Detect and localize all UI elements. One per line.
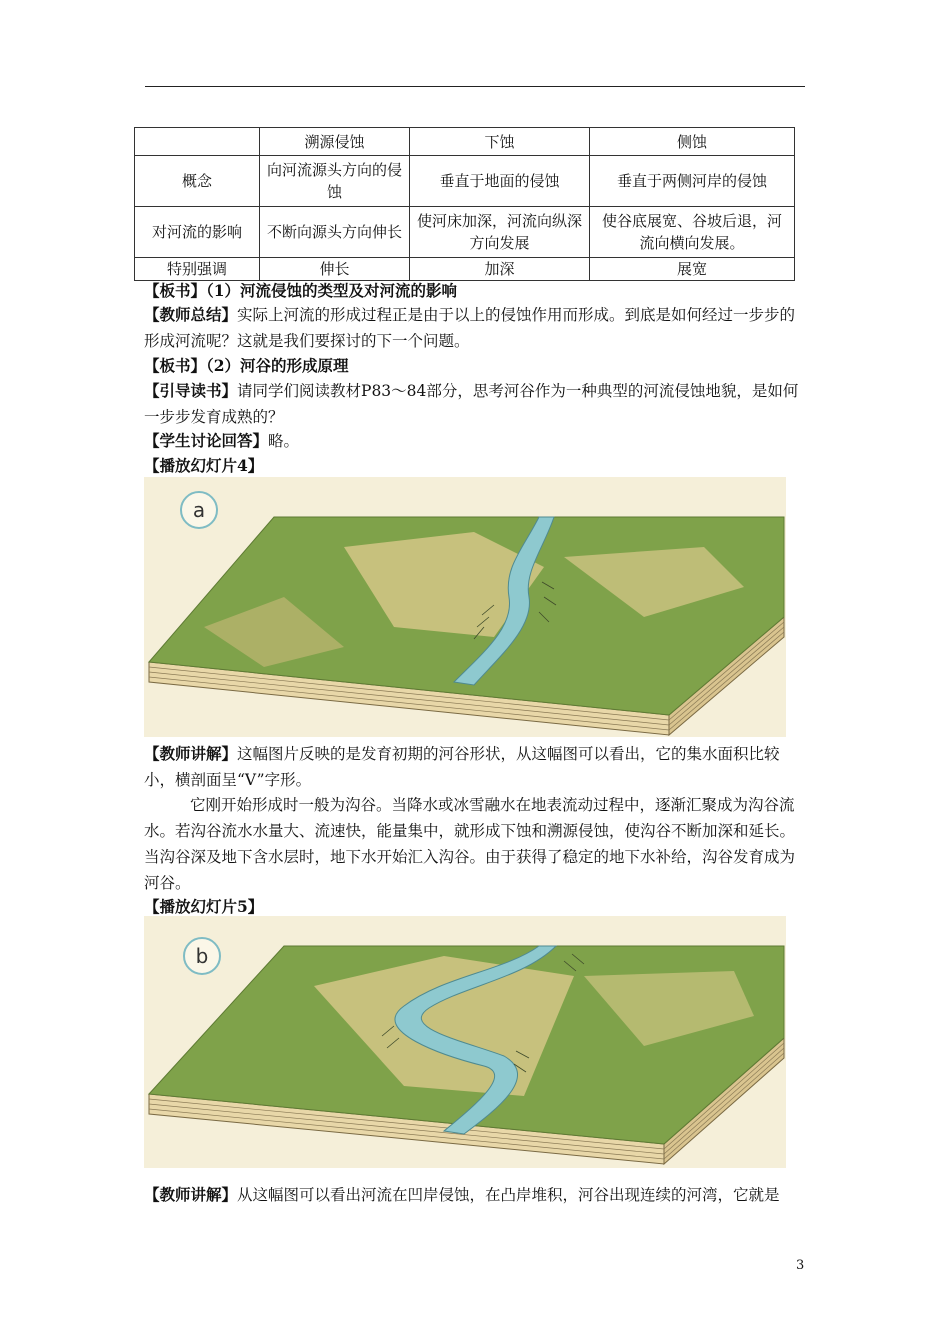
summary-tag: 【教师总结】: [144, 305, 238, 324]
table-cell: 概念: [135, 156, 260, 207]
discussion-tag: 【学生讨论回答】: [144, 431, 269, 450]
section-text: （1）河流侵蚀的类型及对河流的影响: [206, 281, 458, 300]
table-header-row: [135, 128, 795, 156]
erosion-comparison-table: [134, 127, 795, 281]
table-cell: 侧蚀: [590, 128, 795, 156]
section-heading-1: [144, 278, 808, 304]
table-cell: 加深: [410, 258, 590, 281]
teacher-summary: [144, 302, 808, 354]
section-text: （2）河谷的形成原理: [206, 356, 349, 375]
table-cell: 使河床加深，河流向纵深方向发展: [410, 207, 590, 258]
table-cell: 垂直于地面的侵蚀: [410, 156, 590, 207]
table-cell: 展宽: [590, 258, 795, 281]
discussion-text: 略。: [268, 432, 300, 450]
table-cell: 不断向源头方向伸长: [260, 207, 410, 258]
student-discussion: [144, 428, 808, 454]
lecture-text: 从这幅图可以看出河流在凹岸侵蚀，在凸岸堆积，河谷出现连续的河湾，它就是: [237, 1186, 780, 1204]
table-cell: 使谷底展宽、谷坡后退，河流向横向发展。: [590, 207, 795, 258]
lecture-tag: 【教师讲解】: [144, 744, 238, 763]
table-cell: 溯源侵蚀: [260, 128, 410, 156]
reading-guide: [144, 378, 808, 430]
guide-text: 请同学们阅读教材P83～84部分，思考河谷作为一种典型的河流侵蚀地貌，是如何一步步发育成熟的？: [144, 382, 799, 426]
table-row: [135, 207, 795, 258]
figure-b-label: b: [195, 944, 209, 968]
valley-figure-b: [144, 916, 786, 1168]
section-tag: 【板书】: [144, 356, 207, 375]
teacher-lecture-1: [144, 741, 808, 793]
section-tag: 【板书】: [144, 281, 207, 300]
table-cell: 垂直于两侧河岸的侵蚀: [590, 156, 795, 207]
teacher-lecture-2: [144, 1182, 808, 1208]
lecture-1-paragraph-2: 它刚开始形成时一般为沟谷。当降水或冰雪融水在地表流动过程中，逐渐汇聚成为沟谷流水。若沟谷流水水量大、流速快，能量集中，就形成下蚀和溯源侵蚀，使沟谷不断加深和延长。当沟谷深及地下含水层时，地下水开始汇入沟谷。由于获得了稳定的地下水补给，沟谷发育成为河谷。: [144, 796, 796, 892]
slide-4-heading: 【播放幻灯片4】: [144, 456, 264, 475]
slide-5-heading: 【播放幻灯片5】: [144, 897, 264, 916]
lecture-text: 这幅图片反映的是发育初期的河谷形状，从这幅图可以看出，它的集水面积比较小，横剖面呈“V”字形。: [144, 745, 780, 789]
table-cell: 伸长: [260, 258, 410, 281]
valley-b-illustration: [144, 916, 786, 1168]
section-heading-2: [144, 353, 808, 379]
figure-a-label: a: [192, 498, 206, 522]
summary-text: 实际上河流的形成过程正是由于以上的侵蚀作用而形成。到底是如何经过一步步的形成河流呢？这就是我们要探讨的下一个问题。: [144, 306, 796, 350]
table-cell: 向河流源头方向的侵蚀: [260, 156, 410, 207]
table-row: [135, 156, 795, 207]
guide-tag: 【引导读书】: [144, 381, 238, 400]
table-cell: 特别强调: [135, 258, 260, 281]
table-cell: 对河流的影响: [135, 207, 260, 258]
table-cell: 下蚀: [410, 128, 590, 156]
lecture-tag: 【教师讲解】: [144, 1185, 238, 1204]
page-number: 3: [796, 1258, 805, 1273]
valley-a-illustration: [144, 477, 786, 737]
table-cell: [135, 128, 260, 156]
valley-figure-a: [144, 477, 786, 737]
header-rule: [145, 86, 805, 87]
